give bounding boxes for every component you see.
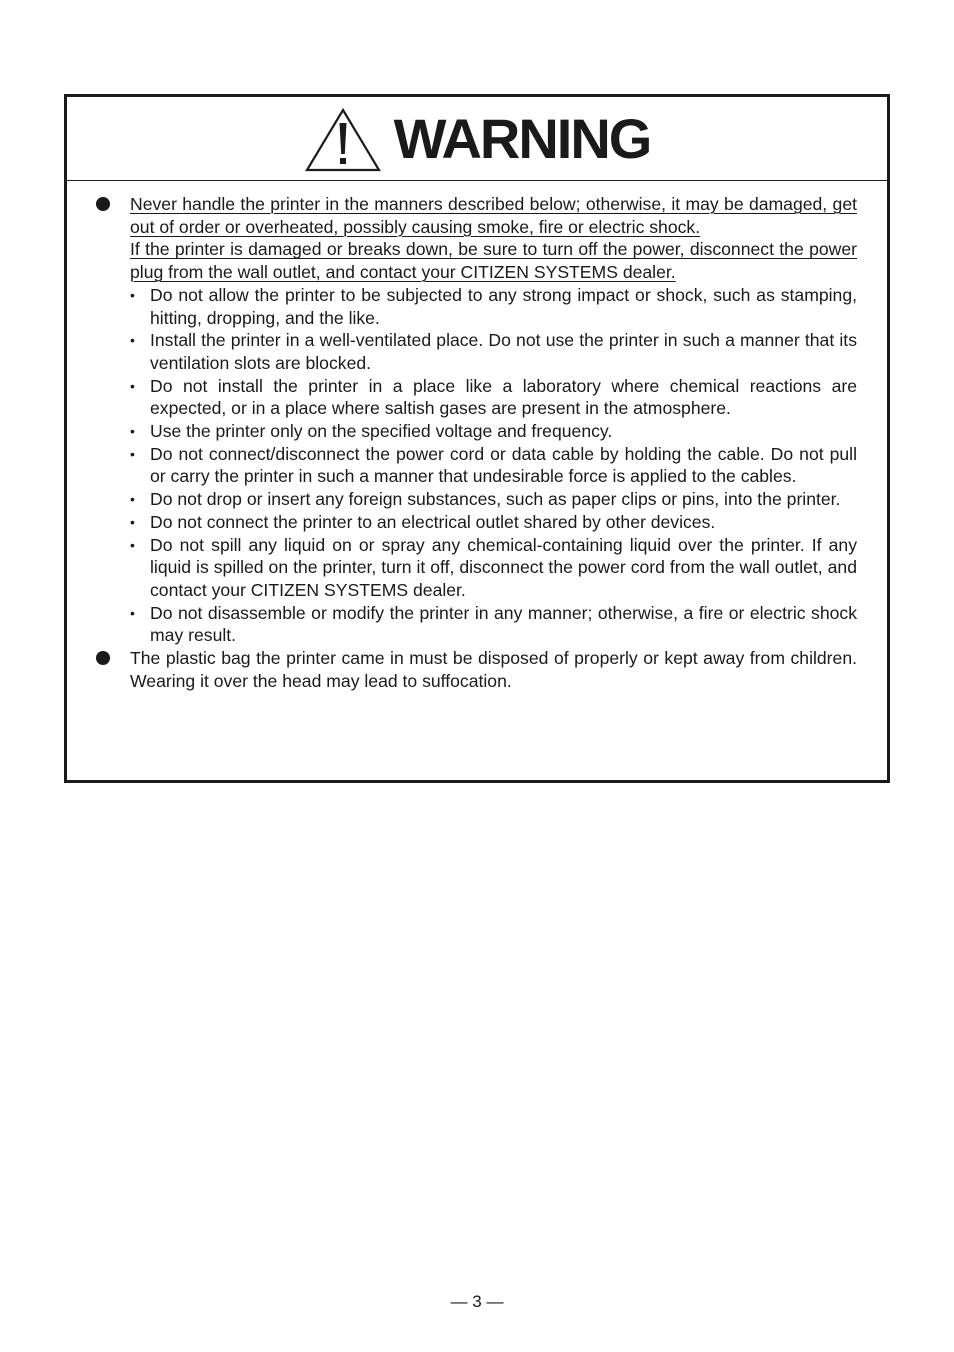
- underlined-warning: If the printer is damaged or breaks down, be sure to turn off the power, disconnect the power plug from the wall outlet, and contact your CITIZEN SYSTEMS dealer.: [130, 239, 857, 283]
- list-item: • Install the printer in a well-ventilated place. Do not use the printer in such a manner that its ventilation slots are blocked.: [130, 329, 857, 374]
- sub-list: [130, 284, 857, 647]
- list-item: • Use the printer only on the specified voltage and frequency.: [130, 420, 857, 443]
- warning-item-handling: [67, 193, 887, 647]
- underlined-warning: Never handle the printer in the manners described below; otherwise, it may be damaged, get out of order or overheated, possibly causing smoke, fire or electric shock.: [130, 194, 857, 237]
- list-item: • Do not disassemble or modify the printer in any manner; otherwise, a fire or electric shock may result.: [130, 602, 857, 647]
- warning-title: WARNING: [393, 106, 651, 170]
- warning-item-plastic-bag: [67, 647, 887, 692]
- list-item: • Do not spill any liquid on or spray any chemical-containing liquid over the printer. If any liquid is spilled on the printer, turn it off, disconnect the power cord from the wall outlet, and contact your CITIZEN SYSTEMS dealer.: [130, 534, 857, 602]
- list-item: • Do not allow the printer to be subjected to any strong impact or shock, such as stamping, hitting, dropping, and the like.: [130, 284, 857, 329]
- bullet-icon: [96, 197, 110, 211]
- page-number: — 3 —: [450, 1292, 504, 1311]
- list-item: • Do not connect the printer to an electrical outlet shared by other devices.: [130, 511, 857, 534]
- warning-box: [64, 94, 890, 783]
- warning-triangle-icon: [304, 105, 382, 173]
- plastic-bag-warning: The plastic bag the printer came in must be disposed of properly or kept away from children. Wearing it over the head may lead to suffocation.: [130, 648, 857, 691]
- warning-body: [67, 193, 887, 692]
- list-item: • Do not install the printer in a place like a laboratory where chemical reactions are expected, or in a place where saltish gases are present in the atmosphere.: [130, 375, 857, 420]
- list-item: • Do not connect/disconnect the power cord or data cable by holding the cable. Do not pull or carry the printer in such a manner that undesirable force is applied to the cables.: [130, 443, 857, 488]
- list-item: • Do not drop or insert any foreign substances, such as paper clips or pins, into the printer.: [130, 488, 857, 511]
- bullet-icon: [96, 651, 110, 665]
- warning-header: [67, 97, 887, 181]
